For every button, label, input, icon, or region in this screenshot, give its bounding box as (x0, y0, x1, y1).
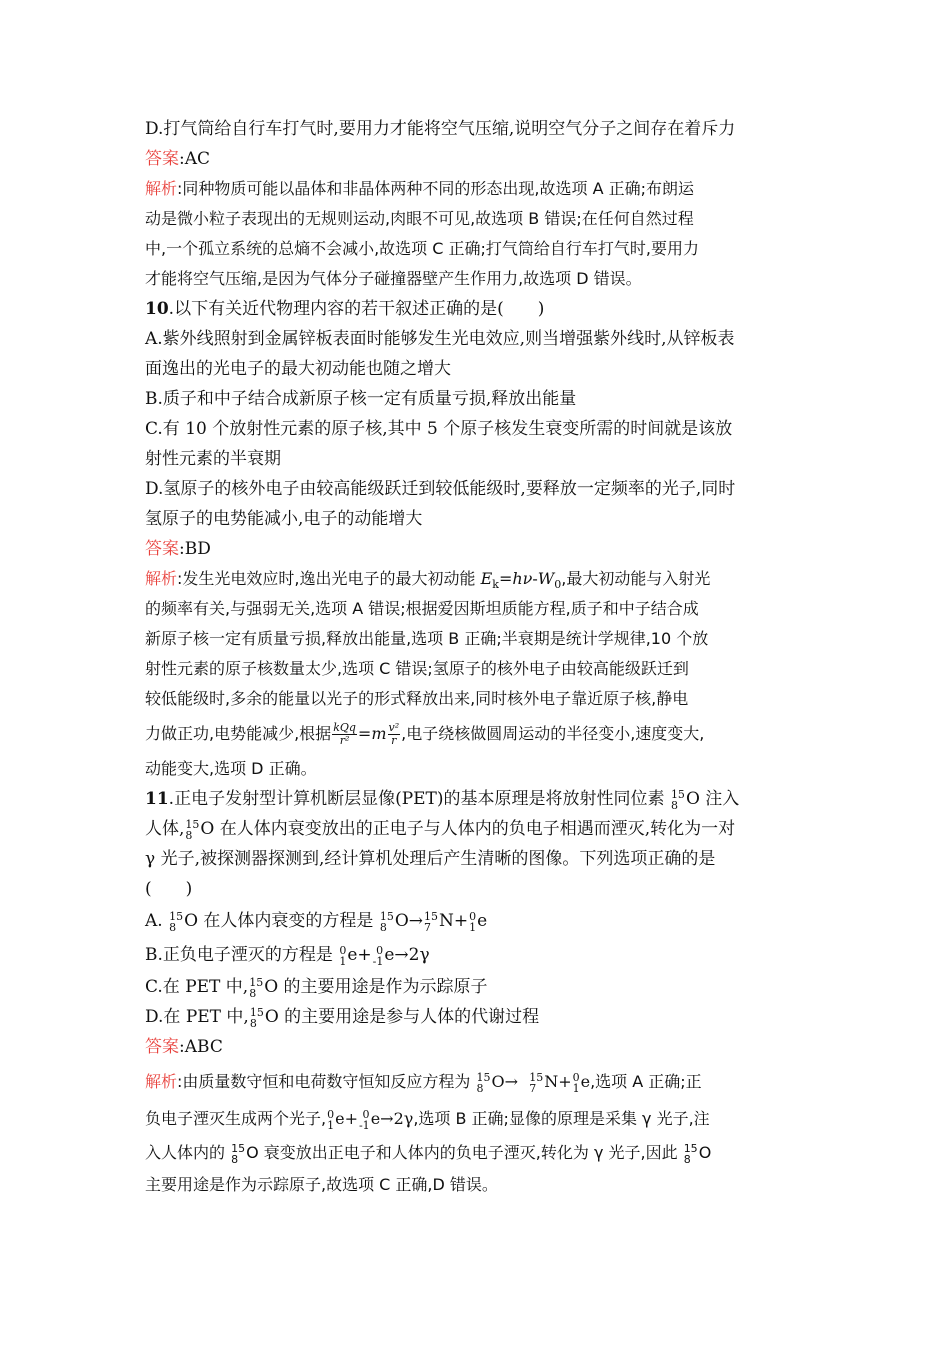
analysis-label: 解析 (145, 569, 178, 588)
q9-analysis-line-4: 才能将空气压缩,是因为气体分子碰撞器壁产生作用力,故选项 D 错误。 (145, 269, 642, 288)
decay-equation: 15 8 O→ 15 7 N+ 0 1 e (379, 909, 488, 934)
decay-equation: 15 8 O→ 15 7 N+ 0 1 e (476, 1070, 591, 1095)
q10-analysis-line-7: 动能变大,选项 D 正确。 (145, 759, 317, 778)
q10-answer: 答案:BD (145, 539, 211, 559)
q10-option-b: B.质子和中子结合成新原子核一定有质量亏损,释放出能量 (145, 389, 577, 409)
annihilation-equation: 0 1 e+ 0 -1 e→2γ (327, 1107, 414, 1132)
analysis-label: 解析 (145, 1072, 178, 1091)
q10-analysis-line-6: 力做正功,电势能减少,根据 $\frac{\text{kQq}}{\text{r²}}$ =m $\frac{\text{v²}}{r}$ ,电子绕核做圆周运动的半径变小,速度变大, (145, 721, 705, 747)
q11-stem-1: 11.正电子发射型计算机断层显像(PET)的基本原理是将放射性同位素 15 8 O 注入 (145, 787, 740, 812)
nuclide-o15: 15 8 (683, 1141, 698, 1166)
formula-ek: $E_k=h\nu-W_0$ (480, 569, 562, 592)
document-page (145, 114, 810, 1200)
q10-option-a-1: A.紫外线照射到金属锌板表面时能够发生光电效应,则当增强紫外线时,从锌板表 (145, 329, 735, 349)
q9-option-d: D.打气筒给自行车打气时,要用力才能将空气压缩,说明空气分子之间存在着斥力 (145, 119, 736, 139)
q10-option-d-1: D.氢原子的核外电子由较高能级跃迁到较低能级时,要释放一定频率的光子,同时 (145, 479, 736, 499)
q11-stem-4: ( ) (145, 879, 193, 899)
q10-option-c-2: 射性元素的半衰期 (145, 449, 281, 469)
annihilation-equation: 0 1 e+ 0 -1 e→2γ (339, 943, 430, 968)
q11-option-c: C.在 PET 中, 15 8 O 的主要用途是作为示踪原子 (145, 975, 488, 1000)
q9-analysis-line-2: 动是微小粒子表现出的无规则运动,肉眼不可见,故选项 B 错误;在任何自然过程 (145, 209, 694, 228)
nuclide-o15: 15 8 (185, 817, 200, 842)
q9-analysis-line-1: 解析:同种物质可能以晶体和非晶体两种不同的形态出现,故选项 A 正确;布朗运 (145, 179, 695, 198)
answer-label: 答案 (145, 539, 179, 559)
nuclide-o15: 15 8 (670, 787, 685, 812)
q11-analysis-line-3: 入人体内的 15 8 O 衰变放出正电子和人体内的负电子湮灭,转化为 γ 光子,因此 15 8 O (145, 1141, 712, 1166)
q10-analysis-line-5: 较低能级时,多余的能量以光子的形式释放出来,同时核外电子靠近原子核,静电 (145, 689, 689, 708)
q9-analysis-line-3: 中,一个孤立系统的总熵不会减小,故选项 C 正确;打气筒给自行车打气时,要用力 (145, 239, 699, 258)
q10-option-a-2: 面逸出的光电子的最大初动能也随之增大 (145, 359, 451, 379)
q11-stem-3: γ 光子,被探测器探测到,经计算机处理后产生清晰的图像。下列选项正确的是 (145, 849, 716, 869)
answer-label: 答案 (145, 1037, 179, 1057)
q11-option-b: B.正负电子湮灭的方程是 0 1 e+ 0 -1 e→2γ (145, 943, 430, 968)
nuclide-o15: 15 8 (249, 975, 264, 1000)
q11-analysis-line-2: 负电子湮灭生成两个光子, 0 1 e+ 0 -1 e→2γ,选项 B 正确;显像的原理是采集 γ 光子,注 (145, 1107, 710, 1132)
formula-coulomb: $\frac{\text{kQq}}{\text{r²}}$ =m $\frac{\text{v²}}{r}$ (333, 721, 400, 747)
q11-answer: 答案:ABC (145, 1037, 223, 1057)
q10-analysis-line-3: 新原子核一定有质量亏损,释放出能量,选项 B 正确;半衰期是统计学规律,10 个放 (145, 629, 709, 648)
q11-analysis-line-4: 主要用途是作为示踪原子,故选项 C 正确,D 错误。 (145, 1175, 498, 1194)
q10-option-d-2: 氢原子的电势能减小,电子的动能增大 (145, 509, 423, 529)
q9-answer: 答案:AC (145, 149, 211, 169)
nuclide-o15: 15 8 (169, 909, 184, 934)
analysis-label: 解析 (145, 179, 178, 198)
q11-analysis-line-1: 解析:由质量数守恒和电荷数守恒知反应方程为 15 8 O→ 15 7 N+ 0 1 e,选项 A 正确;正 (145, 1070, 702, 1095)
q10-analysis-line-1: 解析:发生光电效应时,逸出光电子的最大初动能 $E_k=h\nu-W_0$,最大初动能与入射光 (145, 569, 711, 592)
q10-stem: 10.以下有关近代物理内容的若干叙述正确的是( ) (145, 299, 545, 319)
nuclide-o15: 15 8 (249, 1005, 264, 1030)
nuclide-o15: 15 8 (231, 1141, 246, 1166)
q11-stem-2: 人体, 15 8 O 在人体内衰变放出的正电子与人体内的负电子相遇而湮灭,转化为一对 (145, 817, 736, 842)
q10-analysis-line-4: 射性元素的原子核数量太少,选项 C 错误;氢原子的核外电子由较高能级跃迁到 (145, 659, 689, 678)
answer-label: 答案 (145, 149, 179, 169)
q10-option-c-1: C.有 10 个放射性元素的原子核,其中 5 个原子核发生衰变所需的时间就是该放 (145, 419, 733, 439)
q10-analysis-line-2: 的频率有关,与强弱无关,选项 A 错误;根据爱因斯坦质能方程,质子和中子结合成 (145, 599, 699, 618)
q11-option-a: A. 15 8 O 在人体内衰变的方程是 15 8 O→ 15 7 N+ 0 1 e (145, 909, 488, 934)
q11-option-d: D.在 PET 中, 15 8 O 的主要用途是参与人体的代谢过程 (145, 1005, 540, 1030)
